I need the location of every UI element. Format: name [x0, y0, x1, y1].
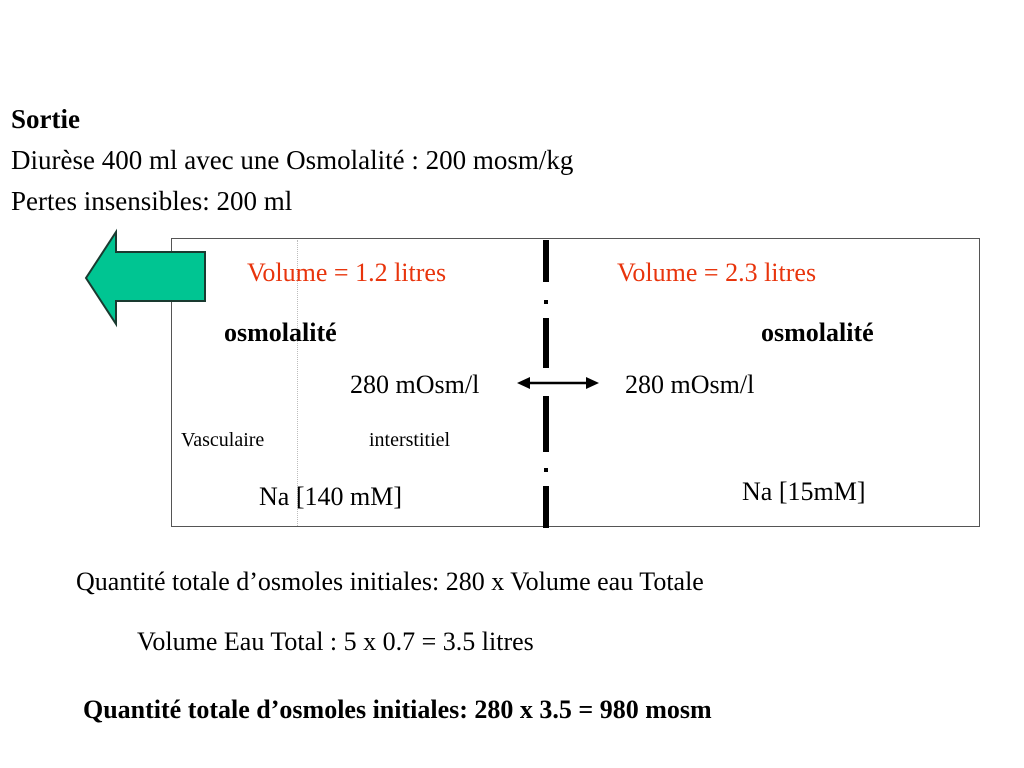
right-volume-label: Volume = 2.3 litres [617, 258, 817, 287]
sortie-title: Sortie [11, 104, 80, 134]
left-osmolality-label: osmolalité [224, 318, 337, 347]
diuresis-text: Diurèse 400 ml avec une Osmolalité : 200 mosm/kg [11, 145, 574, 175]
right-osmolality-label: osmolalité [761, 318, 874, 347]
osmoles-result: Quantité totale d’osmoles initiales: 280 x 3.5 = 980 mosm [83, 695, 712, 724]
left-sodium: Na [140 mM] [259, 482, 402, 511]
double-arrow-icon [517, 377, 599, 389]
interstitial-label: interstitiel [369, 429, 451, 451]
left-concentration: 280 mOsm/l [350, 370, 480, 399]
vascular-label: Vasculaire [181, 429, 265, 451]
left-arrow-icon [86, 232, 205, 324]
total-water-volume: Volume Eau Total : 5 x 0.7 = 3.5 litres [137, 627, 534, 656]
right-concentration: 280 mOsm/l [625, 370, 755, 399]
right-sodium: Na [15mM] [742, 477, 866, 506]
insensible-losses-text: Pertes insensibles: 200 ml [11, 186, 293, 216]
left-volume-label: Volume = 1.2 litres [247, 258, 447, 287]
osmoles-formula: Quantité totale d’osmoles initiales: 280 x Volume eau Totale [76, 567, 704, 596]
